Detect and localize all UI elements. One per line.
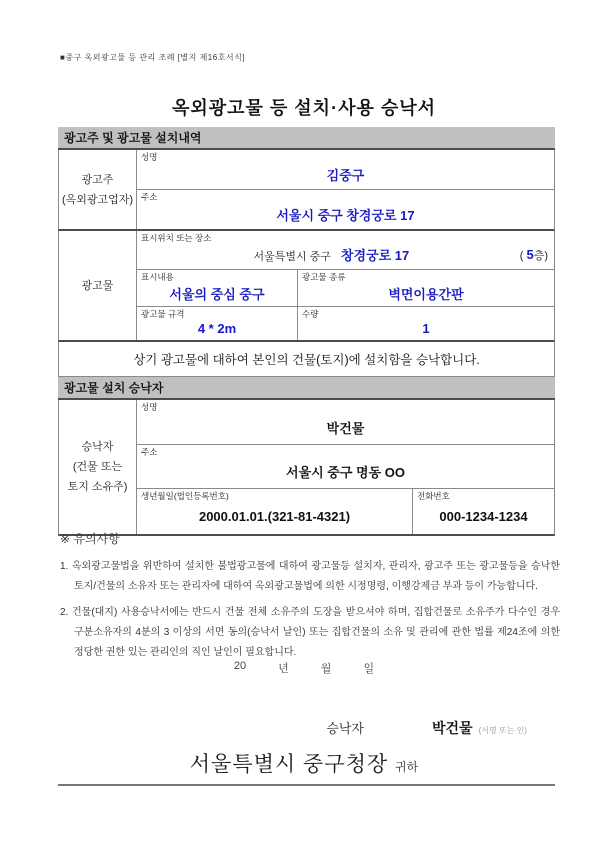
location-value: 창경궁로 17 <box>340 248 410 263</box>
consenter-label-line2: (건물 또는 <box>72 461 123 473</box>
advertiser-label-line2: (옥외광고업자) <box>61 193 134 206</box>
consenter-name-cell <box>137 400 554 444</box>
consenter-table <box>58 400 555 536</box>
ad-type-value: 벽면이용간판 <box>388 286 464 302</box>
advertiser-name-row <box>137 150 554 189</box>
advertiser-label-line1: 광고주 <box>81 173 114 186</box>
section-header-installation-details: 광고주 및 광고물 설치내역 <box>58 127 555 150</box>
note-item-1: 1. 옥외광고물법을 위반하여 설치한 불법광고물에 대하여 광고물등 설치자, 관리자, 광고주 또는 광고물등을 승낙한 토지/건물의 소유자 또는 관리자에 대하여 옥외광고물법에 의한 시정명령, 이행강제금 부과 등이 가능합니다. <box>60 561 560 592</box>
ad-size-value: 4 * 2m <box>197 321 237 336</box>
floor-value: 5 <box>526 246 534 262</box>
advertiser-table <box>58 150 555 231</box>
location-value-line <box>137 244 554 269</box>
quantity-cell <box>297 307 554 340</box>
advertisement-fields <box>137 231 554 340</box>
floor-open: ( <box>519 249 527 262</box>
ad-type-label: 광고물 종류 <box>302 272 346 282</box>
notes-title: ※ 유의사항 <box>60 532 120 546</box>
note-item-2: 2. 건물(대지) 사용승낙서에는 반드시 건물 전체 소유주의 도장을 받으셔야 하며, 집합건물로 소유주가 다수인 경우 구분소유자의 4분의 3 이상의 서면 동의(승낙서 날인) 또는 집합건물의 소유 및 관리에 관한 법률 제24조에 의한 정당한 권한 있는 관리인의 직인 날인이 필요합니다. <box>60 607 560 658</box>
ad-size-cell <box>137 307 297 340</box>
location-floor <box>520 247 548 263</box>
consenter-label-line1: 승낙자 <box>81 441 114 453</box>
section-header-consenter: 광고물 설치 승낙자 <box>58 377 555 400</box>
bottom-divider <box>58 784 555 786</box>
birth-value: 2000.01.01.(321-81-4321) <box>198 509 351 524</box>
advertiser-row-label <box>59 150 137 229</box>
location-label: 표시위치 또는 장소 <box>141 233 212 243</box>
signature-seal-note: (서명 또는 인) <box>478 726 527 735</box>
advertiser-address-value: 서울시 중구 창경궁로 17 <box>276 208 415 223</box>
advertiser-name-cell <box>137 150 554 189</box>
signature-line <box>0 718 555 738</box>
consenter-fields <box>137 400 554 534</box>
addressee-honorific: 귀하 <box>395 760 419 774</box>
addressee-line <box>0 748 608 778</box>
display-content-label: 표시내용 <box>141 272 174 282</box>
display-content-cell <box>137 270 297 306</box>
notes-section <box>60 530 560 669</box>
consenter-name-value: 박건물 <box>326 420 365 436</box>
content-type-row <box>137 269 554 306</box>
birth-phone-row <box>137 488 554 534</box>
consenter-address-label: 주소 <box>141 447 158 457</box>
consenter-row-label <box>59 400 137 534</box>
floor-close: 층) <box>533 249 548 262</box>
page-title: 옥외광고물 등 설치·사용 승낙서 <box>171 98 437 118</box>
consenter-label-line3: 토지 소유주) <box>67 481 128 493</box>
consenter-name-row <box>137 400 554 444</box>
ordinance-note: ■중구 옥외광고물 등 관리 조례 [별지 제16호서식] <box>60 53 246 62</box>
date-day-label: 일 <box>363 663 375 675</box>
date-month-label: 월 <box>320 663 332 675</box>
advertiser-address-label: 주소 <box>141 192 158 202</box>
advertiser-address-row <box>137 189 554 229</box>
quantity-label: 수량 <box>302 309 319 319</box>
location-row <box>137 231 554 269</box>
advertiser-name-label: 성명 <box>141 152 158 162</box>
addressee-name: 서울특별시 중구청장 <box>189 753 389 776</box>
phone-label: 전화번호 <box>417 491 450 501</box>
consenter-address-cell <box>137 445 554 488</box>
size-quantity-row <box>137 306 554 340</box>
ad-type-cell <box>297 270 554 306</box>
signature-name: 박건물 <box>432 720 473 736</box>
signature-role-label: 승낙자 <box>326 721 364 736</box>
location-cell <box>137 231 554 269</box>
advertisement-label-text: 광고물 <box>81 279 114 292</box>
advertiser-name-value: 김중구 <box>326 168 365 183</box>
advertisement-row-label <box>59 231 137 340</box>
birth-cell <box>137 489 412 534</box>
consenter-address-value: 서울시 중구 명동 OO <box>286 465 405 480</box>
phone-value: 000-1234-1234 <box>439 509 528 524</box>
advertiser-address-cell <box>137 190 554 229</box>
date-year-prefix: 20 <box>233 660 247 672</box>
consenter-name-label: 성명 <box>141 402 158 412</box>
consent-form <box>58 127 555 536</box>
location-prefix: 서울특별시 중구 <box>253 251 331 263</box>
consenter-address-row <box>137 444 554 488</box>
location-center-group <box>143 245 520 264</box>
phone-cell <box>412 489 554 534</box>
ad-size-label: 광고물 규격 <box>141 309 185 319</box>
birth-label: 생년월일(법인등록번호) <box>141 491 229 501</box>
consent-statement: 상기 광고물에 대하여 본인의 건물(토지)에 설치함을 승낙합니다. <box>58 342 555 377</box>
advertiser-fields <box>137 150 554 229</box>
display-content-value: 서울의 중심 중구 <box>169 286 265 302</box>
date-line <box>0 660 608 676</box>
date-year-label: 년 <box>278 663 289 675</box>
advertisement-table <box>58 231 555 342</box>
quantity-value: 1 <box>422 321 430 336</box>
